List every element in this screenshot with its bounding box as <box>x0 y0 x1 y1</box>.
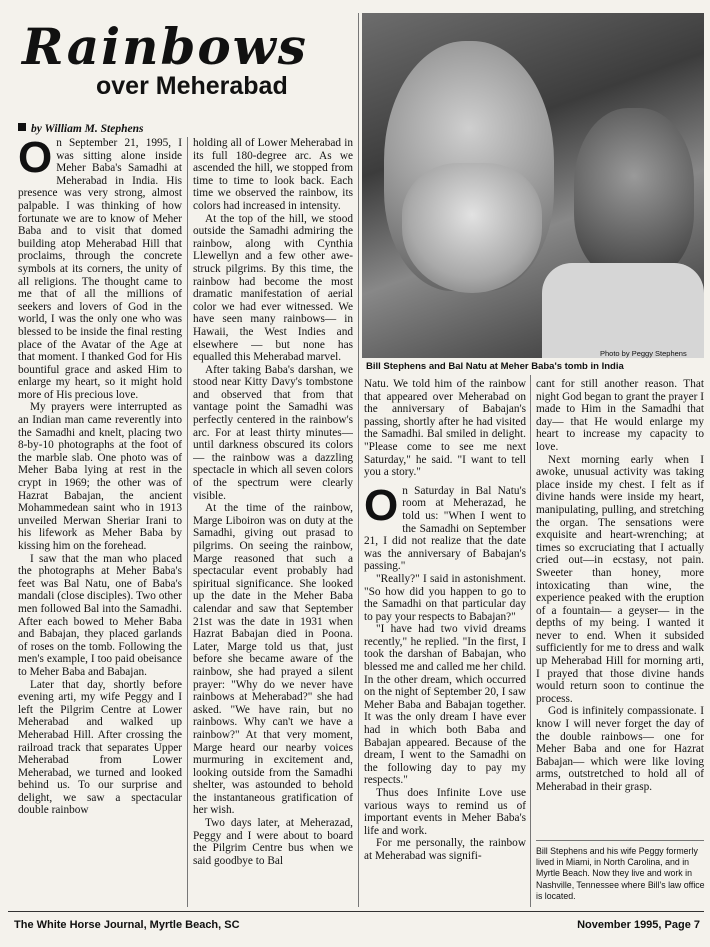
paragraph: God is infinitely compassionate. I know I will never forget the day of the double rainbows— one for Meher Baba and one for Hazrat Babajan— which were like loving arms, outstretched to hold all of Meherabad in their grasp. <box>536 705 704 793</box>
portrait-bal-natu <box>574 108 694 278</box>
article-photo <box>362 13 704 358</box>
paragraph: Thus does Infinite Love use various ways to remind us of important events in Meher Baba's life and work. <box>364 787 526 837</box>
beard-shape <box>402 163 542 293</box>
byline-text: by William M. Stephens <box>31 123 144 135</box>
column-rule <box>358 13 359 907</box>
paragraph: At the time of the rainbow, Marge Liboiron was on duty at the Samadhi, giving out prasad to pilgrims. On seeing the rainbow, Marge reasoned that such a spectacular event probably had spiritual significance. She looked up the date in the Meher Baba calendar and saw that September 21st was the date in 1931 when Hazrat Babajan died in Poona. Later, Marge told us that, just before she became aware of the rainbow, she had prayed a silent prayer: "Why do we never have rainbows at Meherabad?" she had asked. "We have rain, but no rainbows. Why can't we have a rainbow?" At that very moment, Marge heard our nearby voices murmuring in excitement and, looking outside from the Samadhi shelter, was astounded to behold the instantaneous gratification of her wish. <box>193 502 353 817</box>
column-2 <box>193 137 353 905</box>
photo-credit: Photo by Peggy Stephens <box>600 349 687 358</box>
footer-date-page: November 1995, Page 7 <box>577 919 700 931</box>
paragraph: holding all of Lower Meherabad in its full 180-degree arc. As we ascended the hill, we stopped from time to time to look back. Each time we observed the rainbow, its colors had increased in intensity. <box>193 137 353 212</box>
byline <box>18 123 143 135</box>
drop-cap: O <box>18 137 53 182</box>
paragraph: After taking Baba's darshan, we stood near Kitty Davy's tombstone and observed that from that vantage point the Samadhi was perfectly centered in the rainbow's arc. For at least thirty minutes— until darkness obscured its colors— the rainbow was a dazzling spectacle in which all seven colors of the spectrum were clearly visible. <box>193 363 353 502</box>
photo-caption: Bill Stephens and Bal Natu at Meher Baba's tomb in India <box>366 361 624 372</box>
square-bullet-icon <box>18 123 26 131</box>
paragraph: For me personally, the rainbow at Meherabad was signifi- <box>364 837 526 862</box>
paragraph: I saw that the man who placed the photographs at Meher Baba's feet was Bal Natu, one of Baba's mandali (close disciples). Two other men followed Bal into the Samadhi. After each bowed to Meher Baba and Babajan, they placed garlands of roses on the tomb. Following the men's example, I too paid obeisance to Meher Baba and Babajan. <box>18 552 182 678</box>
drop-cap: O <box>364 480 399 530</box>
paragraph: Natu. We told him of the rainbow that appeared over Meherabad on the anniversary of Babajan's passing, shortly after he had visited the Samadhi. Bal smiled in delight. "Please come to see me next Saturday," he said. "I want to tell you a story." <box>364 378 526 479</box>
page-footer <box>8 911 704 934</box>
paragraph: On Saturday in Bal Natu's room at Meherazad, he told us: "When I went to the Samadhi on September 21, I did not realize that the date was the anniversary of Babajan's passing." <box>364 480 526 573</box>
paragraph: Next morning early when I awoke, unusual activity was taking place inside my chest. I felt as if divine hands were inside my heart, manipulating, pulling, and stretching the organ. The sensations were exquisite and heart-wrenching; at times so excruciating that I actually cried out—in ecstasy, not pain. Sweeter than honey, more intoxicating than wine, the experience peaked with the eruption of a fountain— a geyser— in the depths of my being. I wanted it never to end. When it subsided sufficiently for me to dress and walk up Meherabad Hill for morning arti, I prayed that those divine hands would return soon to continue the process. <box>536 453 704 705</box>
paragraph: "Really?" I said in astonishment. "So how did you happen to go to the Samadhi on that particular day to pay your respects to Babajan?" <box>364 572 526 623</box>
paragraph: At the top of the hill, we stood outside the Samadhi admiring the rainbow, along with Cynthia Llewellyn and a few other awe-struck pilgrims. By this time, the rainbow had become the most dramatic manifestation of aerial color we had ever witnessed. We have seen many rainbows— in Hawaii, the West Indies and elsewhere — but none has equalled this Meherabad marvel. <box>193 212 353 364</box>
article-title: Rainbows <box>22 17 308 76</box>
column-3 <box>364 378 526 906</box>
bio-rule <box>536 840 704 841</box>
paragraph: My prayers were interrupted as an Indian man came reverently into the Samadhi and knelt, placing two 8-by-10 photographs at the foot of the marble slab. One photo was of Meher Baba lying at rest in the crypt in 1969; the other was of Hazrat Babajan, the ancient Mohammedean saint who in 1913 unveiled Merwan Sheriar Irani to his lifework as Meher Baba by kissing him on the forehead. <box>18 401 182 552</box>
paragraph: cant for still another reason. That night God began to grant the prayer I made to Him in the Samadhi that day— that He would enlarge my heart to increase my capacity to love. <box>536 378 704 453</box>
shirt-shape <box>542 263 704 358</box>
paragraph: Later that day, shortly before evening arti, my wife Peggy and I left the Pilgrim Centre at Lower Meherabad and walked up Meherabad Hill. After crossing the railroad track that separates Upper Meherabad from Lower Meherabad, we turned and looked behind us. To our surprise and delight, we saw a spectacular double rainbow <box>18 678 182 817</box>
column-1 <box>18 137 182 905</box>
paragraph: "I have had two vivid dreams recently," he replied. "In the first, I took the darshan of Babajan, who blessed me and called me her child. In the other dream, which occurred on the night of September 20, I saw Meher Baba and Babajan together. It was the only dream I have ever had in which both Baba and Babajan appeared. Because of the dream, I went to the Samadhi on the following day to pay my respects." <box>364 623 526 787</box>
author-bio: Bill Stephens and his wife Peggy formerly lived in Miami, in North Carolina, and in Myrtle Beach. Now they live and work in Nashville, Tennessee where Bill's law office is located. <box>536 846 705 901</box>
paragraph: Two days later, at Meherazad, Peggy and I were about to board the Pilgrim Centre bus when we said goodbye to Bal <box>193 817 353 867</box>
footer-publication: The White Horse Journal, Myrtle Beach, SC <box>14 919 240 931</box>
column-4 <box>536 378 704 834</box>
column-rule <box>530 375 531 907</box>
paragraph: On September 21, 1995, I was sitting alone inside Meher Baba's Samadhi at Meherabad in India. His presence was very strong, almost palpable. I was thinking of how fortunate we are to know of Meher Baba and to visit that domed building atop Meherabad Hill that proclaims, through the concrete symbols at its corners, the unity of all religions. The thought came to me that of all the millions of seekers and lovers of God in the world, I was the only one who was blessed to be inside the final resting place of the Avatar of the Age at that moment. I thanked God for His bountiful grace and asked Him to enlarge my heart, so it might hold more of His precious love. <box>18 137 182 401</box>
article-subtitle: over Meherabad <box>96 72 288 100</box>
column-rule <box>187 137 188 907</box>
